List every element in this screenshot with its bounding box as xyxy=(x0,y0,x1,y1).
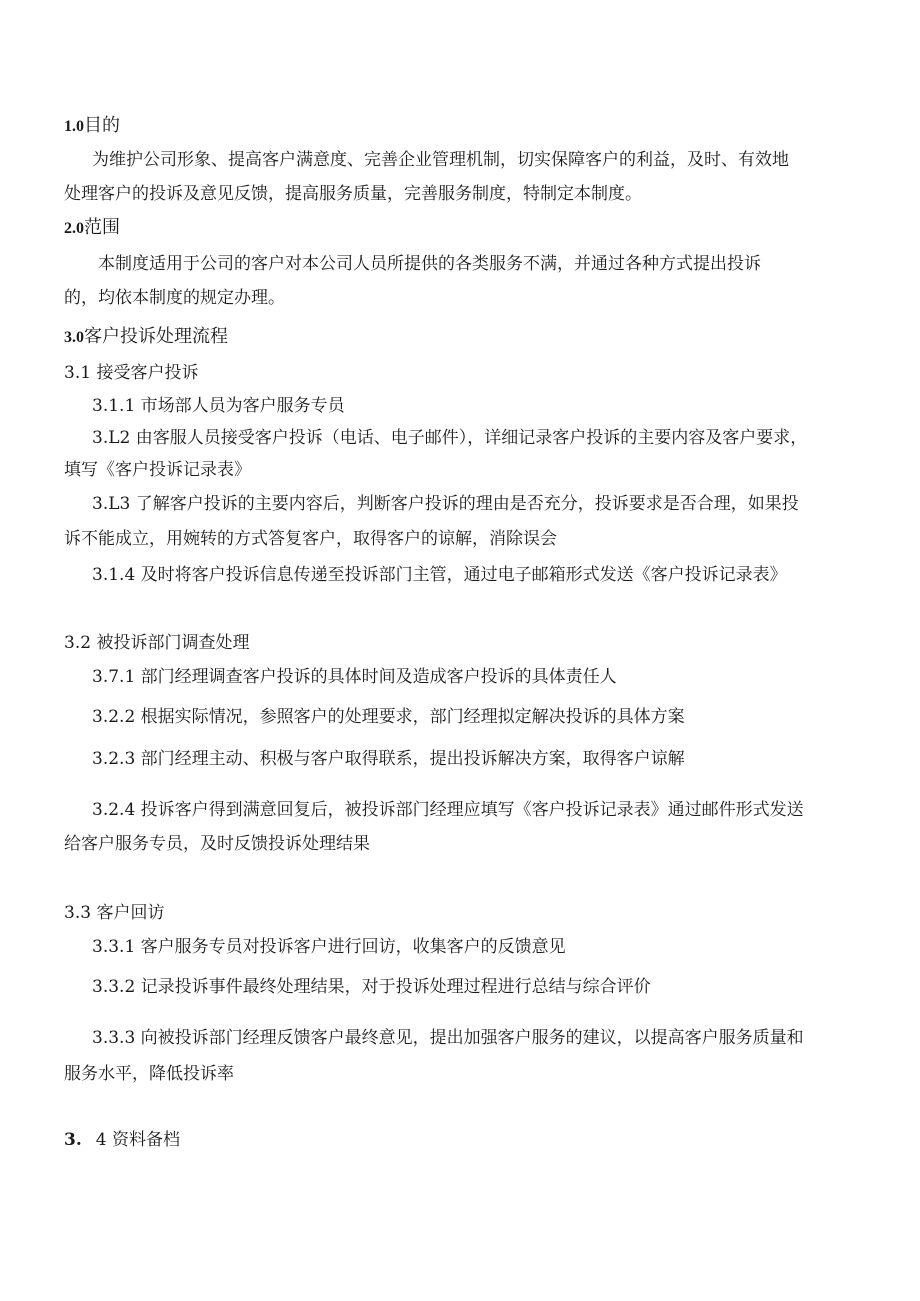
section-title: 客户投诉处理流程 xyxy=(84,326,228,347)
section-number: 3.0 xyxy=(64,329,84,346)
paragraph-line: 的，均依本制度的规定办理。 xyxy=(64,288,285,308)
subsection-title xyxy=(64,1128,180,1152)
list-item-continuation: 服务水平，降低投诉率 xyxy=(64,1064,234,1084)
section-title: 目的 xyxy=(84,115,120,136)
list-item: 3.1.4 及时将客户投诉信息传递至投诉部门主管，通过电子邮箱形式发送《客户投诉记录表》 xyxy=(92,565,787,585)
paragraph-line: 本制度适用于公司的客户对本公司人员所提供的各类服务不满，并通过各种方式提出投诉 xyxy=(98,254,761,274)
subsection-label: 4 资料备档 xyxy=(95,1130,180,1150)
subsection-title: 3.1 接受客户投诉 xyxy=(64,363,199,383)
list-item: 3.3.3 向被投诉部门经理反馈客户最终意见，提出加强客户服务的建议，以提高客户服务质量和 xyxy=(92,1028,804,1048)
subsection-number: 3. xyxy=(64,1130,82,1150)
list-item: 3.L3 了解客户投诉的主要内容后，判断客户投诉的理由是否充分，投诉要求是否合理，如果投 xyxy=(92,494,799,514)
section-heading-process xyxy=(64,325,228,350)
section-heading-purpose xyxy=(64,114,120,139)
section-heading-scope xyxy=(64,216,120,241)
paragraph-line: 为维护公司形象、提高客户满意度、完善企业管理机制，切实保障客户的利益，及时、有效地 xyxy=(92,150,789,170)
list-item: 3.1.1 市场部人员为客户服务专员 xyxy=(92,396,345,416)
list-item: 3.2.4 投诉客户得到满意回复后，被投诉部门经理应填写《客户投诉记录表》通过邮件形式发送 xyxy=(92,800,804,820)
subsection-title: 3.2 被投诉部门调查处理 xyxy=(64,633,250,653)
list-item: 3.2.2 根据实际情况，参照客户的处理要求，部门经理拟定解决投诉的具体方案 xyxy=(92,707,685,727)
list-item-continuation: 填写《客户投诉记录表》 xyxy=(64,460,251,480)
list-item: 3.3.1 客户服务专员对投诉客户进行回访，收集客户的反馈意见 xyxy=(92,937,566,957)
section-number: 1.0 xyxy=(64,118,84,135)
list-item: 3.3.2 记录投诉事件最终处理结果，对于投诉处理过程进行总结与综合评价 xyxy=(92,977,651,997)
list-item: 3.L2 由客服人员接受客户投诉（电话、电子邮件），详细记录客户投诉的主要内容及客户要求， xyxy=(92,428,808,448)
subsection-title: 3.3 客户回访 xyxy=(64,903,165,923)
list-item: 3.7.1 部门经理调查客户投诉的具体时间及造成客户投诉的具体责任人 xyxy=(92,667,617,687)
paragraph-line: 处理客户的投诉及意见反馈，提高服务质量，完善服务制度，特制定本制度。 xyxy=(64,184,642,204)
section-title: 范围 xyxy=(84,217,120,238)
list-item: 3.2.3 部门经理主动、积极与客户取得联系，提出投诉解决方案，取得客户谅解 xyxy=(92,749,685,769)
list-item-continuation: 给客户服务专员，及时反馈投诉处理结果 xyxy=(64,834,370,854)
section-number: 2.0 xyxy=(64,220,84,237)
list-item-continuation: 诉不能成立，用婉转的方式答复客户，取得客户的谅解，消除误会 xyxy=(64,529,557,549)
